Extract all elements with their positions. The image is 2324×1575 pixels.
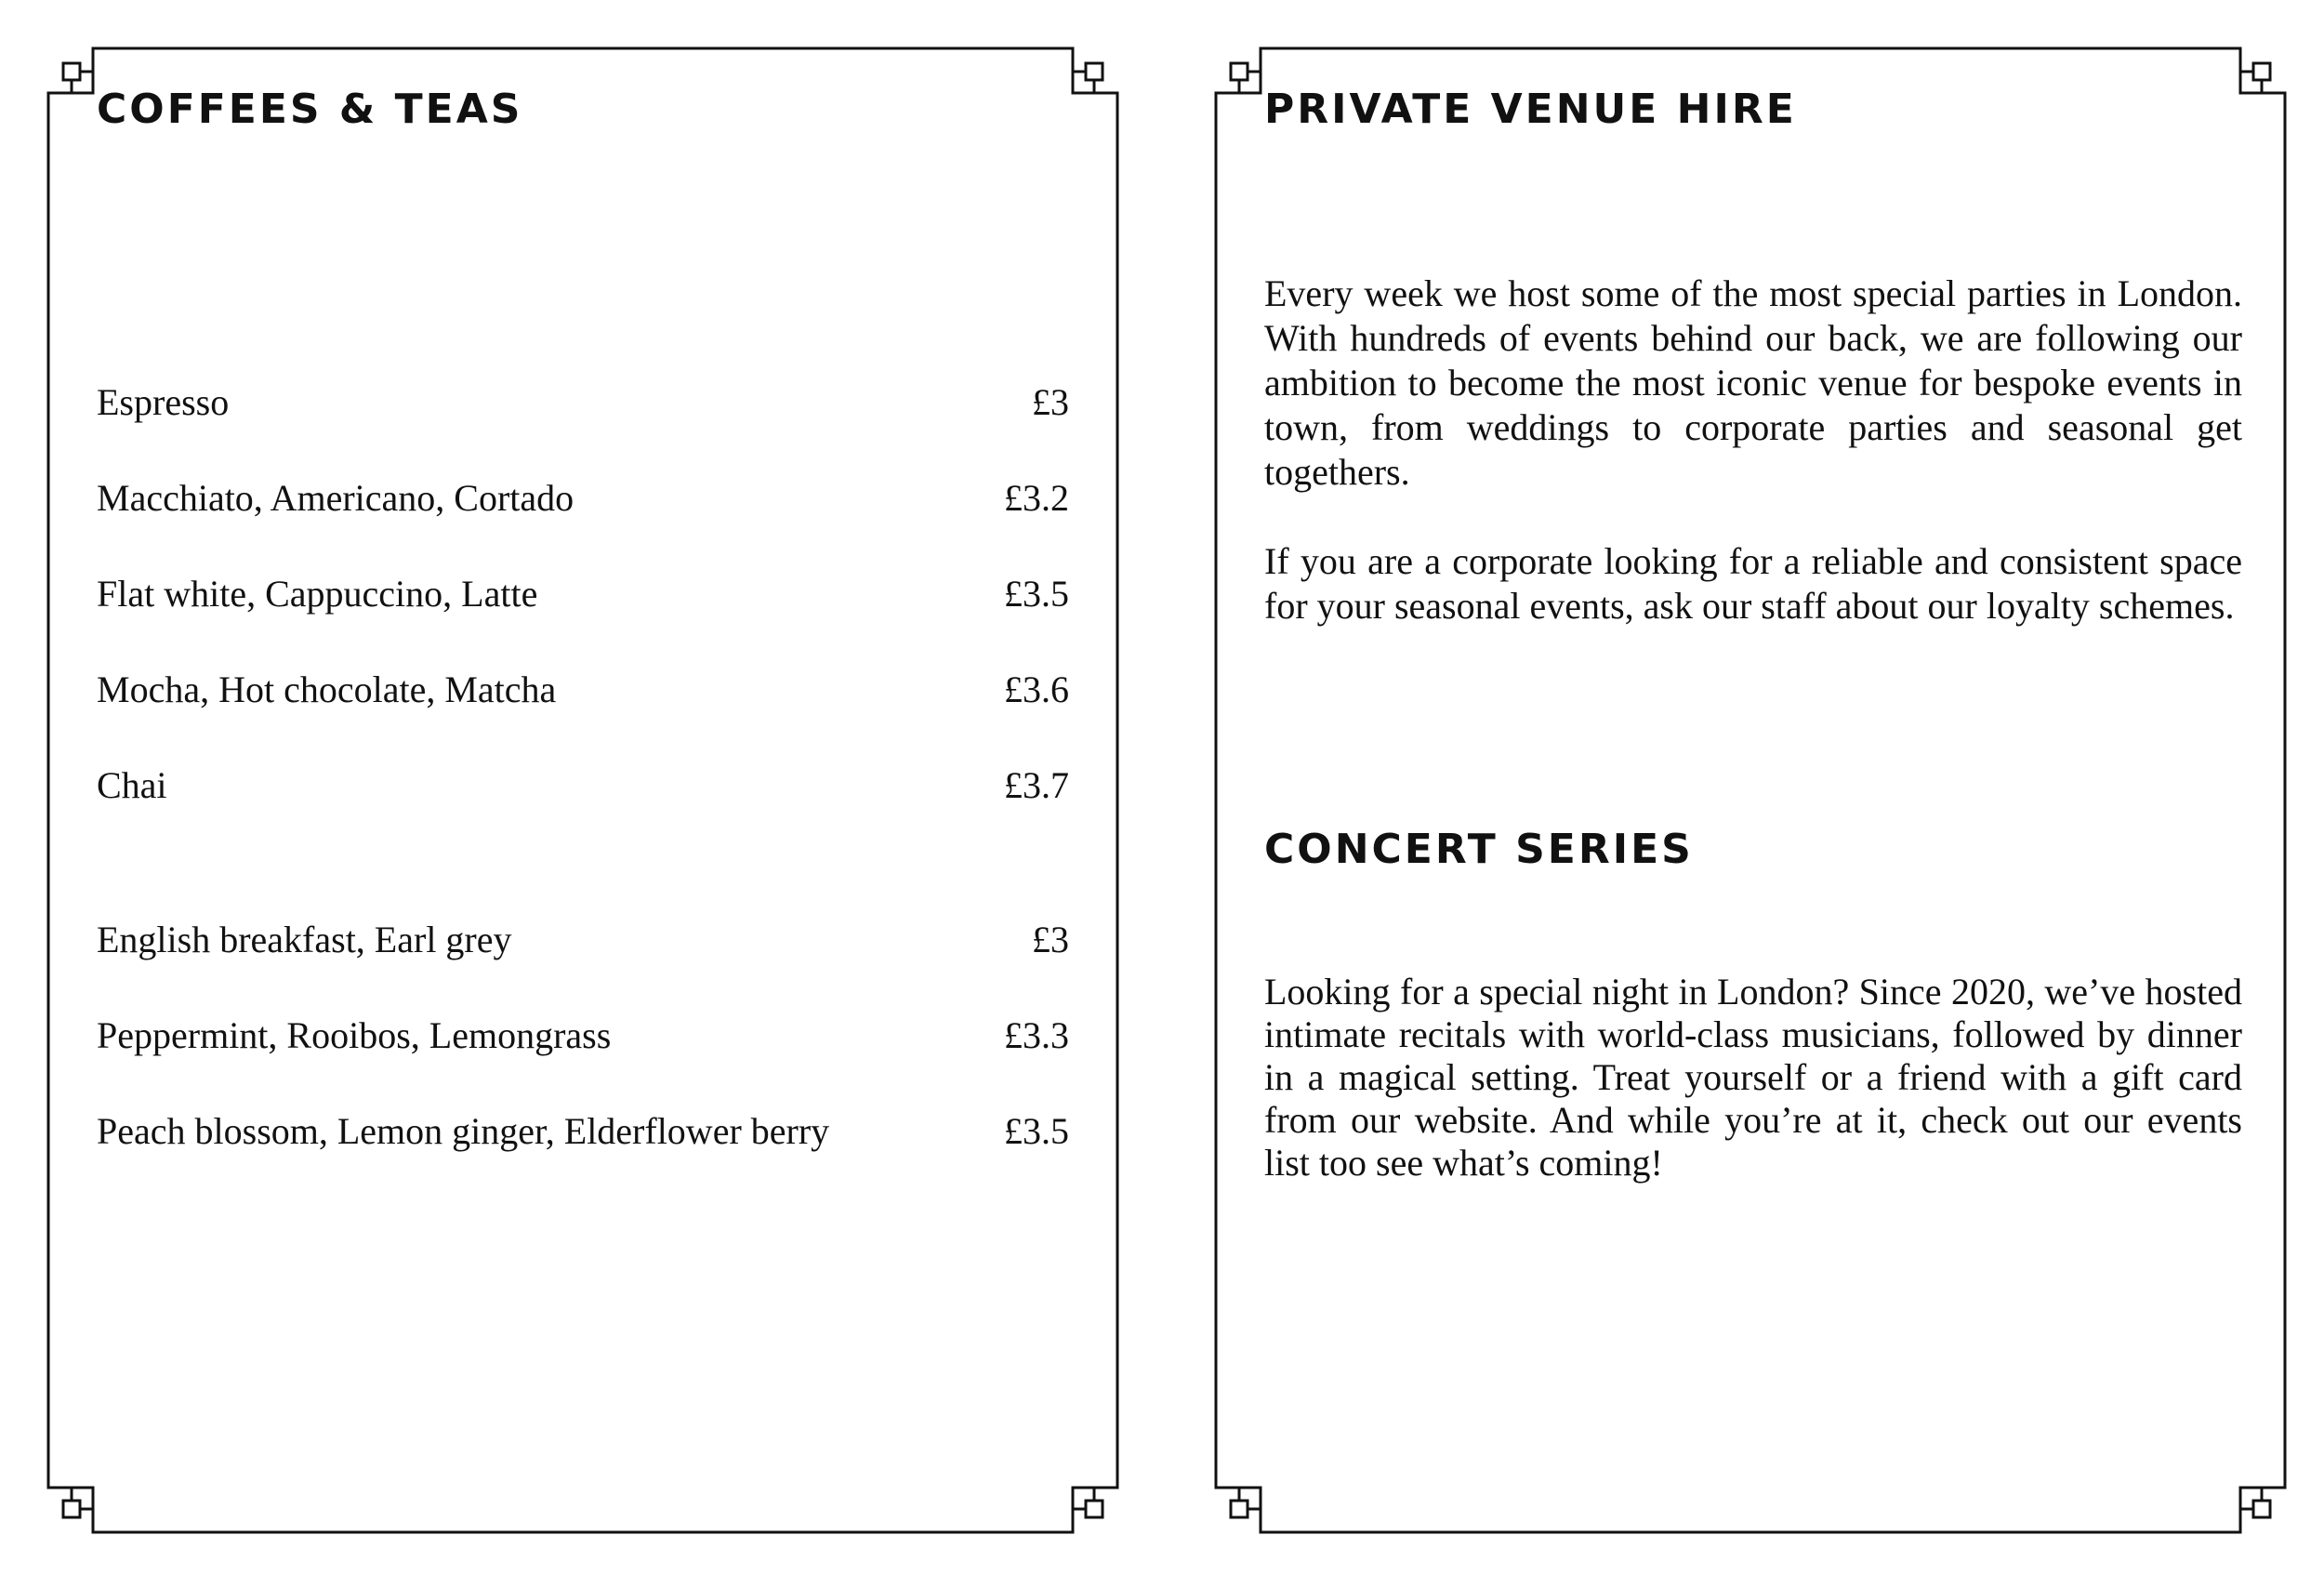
menu-item-price: £3.3: [1004, 1014, 1069, 1056]
menu-item-name: English breakfast, Earl grey: [97, 919, 512, 960]
loyalty-paragraph: If you are a corporate looking for a reliable and consistent space for your seasonal events, ask our staff about our loyalty schemes.: [1264, 540, 2242, 627]
coffee-menu-list: [97, 381, 1069, 863]
menu-item: [97, 921, 1069, 1017]
menu-item-name: Flat white, Cappuccino, Latte: [97, 573, 538, 615]
menu-item-price: £3: [1032, 381, 1069, 423]
menu-item: [97, 1014, 1069, 1113]
concert-series-heading: CONCERT SERIES: [1264, 826, 1694, 873]
menu-item: [97, 477, 1069, 576]
menu-item-name: Mocha, Hot chocolate, Matcha: [97, 668, 557, 710]
menu-item: [97, 668, 1069, 767]
menu-item: [97, 1110, 1069, 1209]
tea-menu-list: [97, 921, 1069, 1209]
menu-item-price: £3.6: [1004, 668, 1069, 710]
menu-item-price: £3: [1032, 919, 1069, 960]
private-venue-hire-heading: PRIVATE VENUE HIRE: [1264, 86, 1797, 133]
menu-item: [97, 573, 1069, 671]
venue-hire-paragraph: Every week we host some of the most special parties in London. With hundreds of events behind our back, we are following our ambition to become the most iconic venue for bespoke events in town, from weddings to corporate parties and seasonal get togethers.: [1264, 272, 2242, 493]
menu-item-price: £3.5: [1004, 573, 1069, 615]
menu-item-name: Espresso: [97, 381, 230, 423]
menu-item-price: £3.2: [1004, 477, 1069, 519]
menu-item-name: Peppermint, Rooibos, Lemongrass: [97, 1014, 612, 1056]
concert-series-paragraph: Looking for a special night in London? Since 2020, we’ve hosted intimate recitals with world-class musicians, followed by dinner in a magical setting. Treat yourself or a friend with a gift card from our website. And while you’re at it, check out our events list too see what’s coming!: [1264, 971, 2242, 1184]
menu-item: [97, 764, 1069, 863]
menu-item: [97, 381, 1069, 480]
art-deco-frame: [1214, 46, 2287, 1534]
menu-item-name: Peach blossom, Lemon ginger, Elderflower berry: [97, 1110, 830, 1152]
menu-item-price: £3.5: [1004, 1110, 1069, 1152]
menu-item-price: £3.7: [1004, 764, 1069, 806]
menu-item-name: Chai: [97, 764, 167, 806]
coffees-teas-heading: COFFEES & TEAS: [97, 86, 523, 133]
coffees-teas-page: [46, 46, 1119, 1534]
menu-item-name: Macchiato, Americano, Cortado: [97, 477, 574, 519]
venue-hire-page: [1214, 46, 2287, 1534]
